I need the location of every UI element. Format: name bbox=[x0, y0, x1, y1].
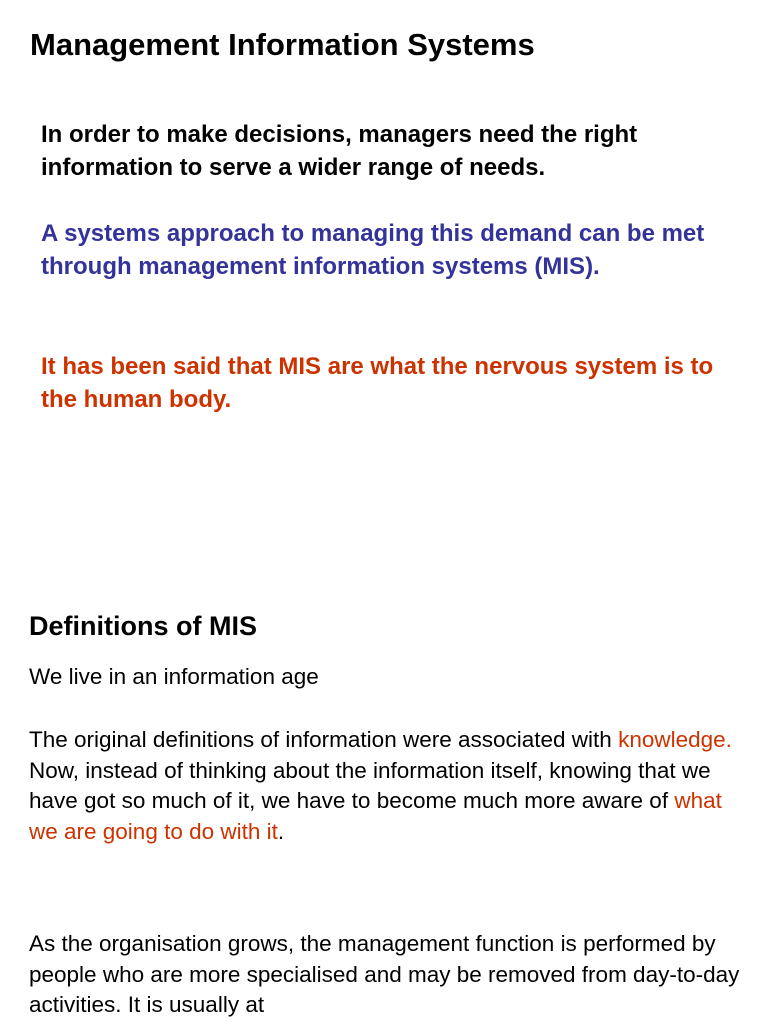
intro-paragraph: In order to make decisions, managers need the right information to serve a wider range of needs. bbox=[41, 121, 638, 181]
definitions-text-2: Now, instead of thinking about the information itself, knowing that we have got so much of it, we have to become much more aware of bbox=[29, 757, 711, 813]
page-title: Management Information Systems bbox=[30, 27, 535, 62]
organisation-paragraph: As the organisation grows, the management function is performed by people who are more specialised and may be removed from day-to-day activities. It is usually at bbox=[29, 931, 740, 1017]
definitions-text-1: The original definitions of information were associated with bbox=[29, 727, 619, 752]
definitions-paragraph bbox=[29, 725, 749, 847]
systems-approach-paragraph: A systems approach to managing this demand can be met through management information systems (MIS). bbox=[41, 220, 705, 280]
section-title: Definitions of MIS bbox=[29, 611, 257, 641]
what-to-do-highlight: what we are going to do with it bbox=[29, 788, 722, 844]
information-age-line: We live in an information age bbox=[29, 664, 319, 689]
definitions-text-3: . bbox=[277, 818, 285, 844]
knowledge-highlight: knowledge. bbox=[618, 727, 732, 752]
nervous-system-paragraph: It has been said that MIS are what the nervous system is to the human body. bbox=[41, 353, 714, 413]
